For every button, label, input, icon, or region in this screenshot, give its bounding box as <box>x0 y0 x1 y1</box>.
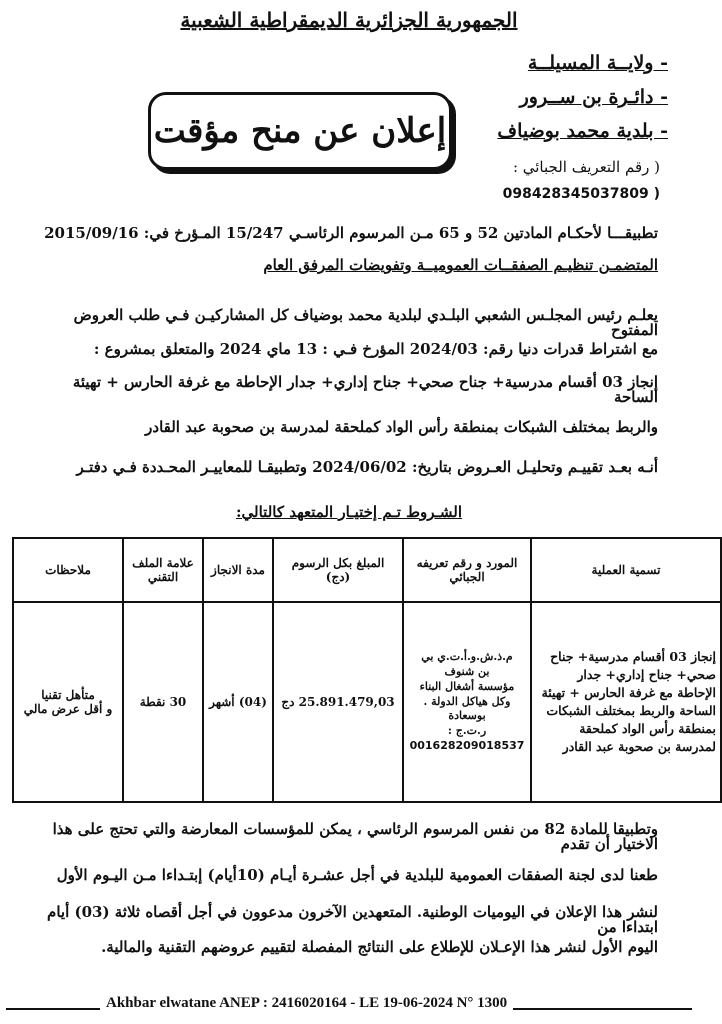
nif-value: 098428345037809 ) <box>502 186 660 202</box>
notes-line-1: متأهل تقنيا <box>41 688 95 702</box>
table-row <box>13 602 721 802</box>
wilaya-line: - ولايــة المسيلــة <box>527 52 668 74</box>
intro-line-7: أنـه بعـد تقييـم وتحليـل العـروض بتاريخ: 2024/06/02 وتطبيقـا للمعاييـر المحـددة فـي دفتـر <box>76 458 658 476</box>
closing-line-1: وتطبيقا للمادة 82 من نفس المرسوم الرئاسي ، يمكن للمؤسسات المعارضة والتي تحتج على هذا الاختيار أن تقدم <box>52 820 658 853</box>
intro-line-8: الشـروط تـم إختيـار المتعهد كالتالي: <box>236 503 462 521</box>
cell-mark: 30 نقطة <box>123 602 203 802</box>
cell-amount: 25.891.479,03 دج <box>273 602 403 802</box>
intro-line-3: يعلـم رئيس المجلـس الشعبي البلـدي لبلدية محمد بوضياف كل المشاركيـن فـي طلب العروض المفتوح <box>73 306 658 339</box>
table-header-row <box>13 538 721 602</box>
header-duration: مدة الانجاز <box>203 538 273 602</box>
header-operation: تسمية العملية <box>531 538 721 602</box>
header-mark: علامة الملف التقني <box>123 538 203 602</box>
supplier-line-6: ر.ت.ج : <box>447 724 487 738</box>
supplier-line-5: بوسعادة <box>448 709 486 723</box>
supplier-line-3: مؤسسة أشغال البناء <box>419 679 515 693</box>
closing-line-3: لنشر هذا الإعلان في اليوميات الوطنية. المتعهدين الآخرون مدعوون في أجل أقصاه ثلاثة (03) أيام ابتداءا من <box>47 903 658 936</box>
intro-line-2: المتضمـن تنظيـم الصفقــات العموميــة وتفويضات المرفق العام <box>263 256 658 274</box>
notes-line-2: و أقل عرض مالي <box>23 702 113 716</box>
supplier-line-2: بن شنوف <box>444 664 490 678</box>
cell-supplier <box>403 602 531 802</box>
award-table <box>12 537 722 803</box>
supplier-nif: 001628209018537 <box>409 739 525 753</box>
cell-duration: (04) أشهر <box>203 602 273 802</box>
intro-line-6: والربط بمختلف الشبكات بمنطقة رأس الواد كملحقة لمدرسة بن صحوبة عبد القادر <box>145 418 658 436</box>
supplier-line-1: م.ذ.ش.و.أ.ت.ي بي <box>421 650 513 664</box>
cell-notes <box>13 602 123 802</box>
header-notes: ملاحظات <box>13 538 123 602</box>
closing-line-2: طعنا لدى لجنة الصفقات العمومية للبلدية في أجل عشـرة أيـام (10أيام) إبتـداءا مـن اليـوم الأول <box>56 866 658 884</box>
baladia-line: - بلدية محمد بوضياف <box>497 120 668 142</box>
cell-operation: إنجاز 03 أقسام مدرسية+ جناح صحي+ جناح إداري+ جدار الإحاطة مع غرفة الحارس + تهيئة الساحة والربط بمختلف الشبكات بمنطقة رأس الواد كملحقة لمدرسة بن صحوبة عبد القادر <box>531 602 721 802</box>
closing-line-4: اليوم الأول لنشر هذا الإعـلان للإطلاع على النتائج المفصلة لتقييم عروضهم التقنية والمالية. <box>101 938 658 956</box>
publication-footer: Akhbar elwatane ANEP : 2416020164 - LE 19-06-2024 N° 1300 <box>100 995 513 1012</box>
nif-label: ( رقم التعريف الجبائي : <box>512 158 660 176</box>
intro-line-5: إنجاز 03 أقسام مدرسية+ جناح صحي+ جناح إداري+ جدار الإحاطة مع غرفة الحارس + تهيئة الساحة <box>72 373 658 406</box>
announcement-title: إعلان عن منح مؤقت <box>153 111 447 151</box>
header-amount: المبلغ بكل الرسوم (دج) <box>273 538 403 602</box>
announcement-title-box <box>148 92 452 170</box>
republic-header: الجمهورية الجزائرية الديمقراطية الشعبية <box>180 8 518 32</box>
intro-line-1: تطبيقـــا لأحكـام المادتين 52 و 65 مـن المرسوم الرئاسـي 15/247 المـؤرخ في: 2015/09/16 <box>44 224 658 242</box>
supplier-line-4: وكل هياكل الدولة . <box>423 694 511 708</box>
intro-line-4: مع اشتراط قدرات دنيا رقم: 2024/03 المؤرخ فـي : 13 ماي 2024 والمتعلق بمشروع : <box>93 340 658 358</box>
header-supplier: المورد و رقم تعريفه الجبائي <box>403 538 531 602</box>
daira-line: - دائـرة بن ســرور <box>519 86 668 108</box>
